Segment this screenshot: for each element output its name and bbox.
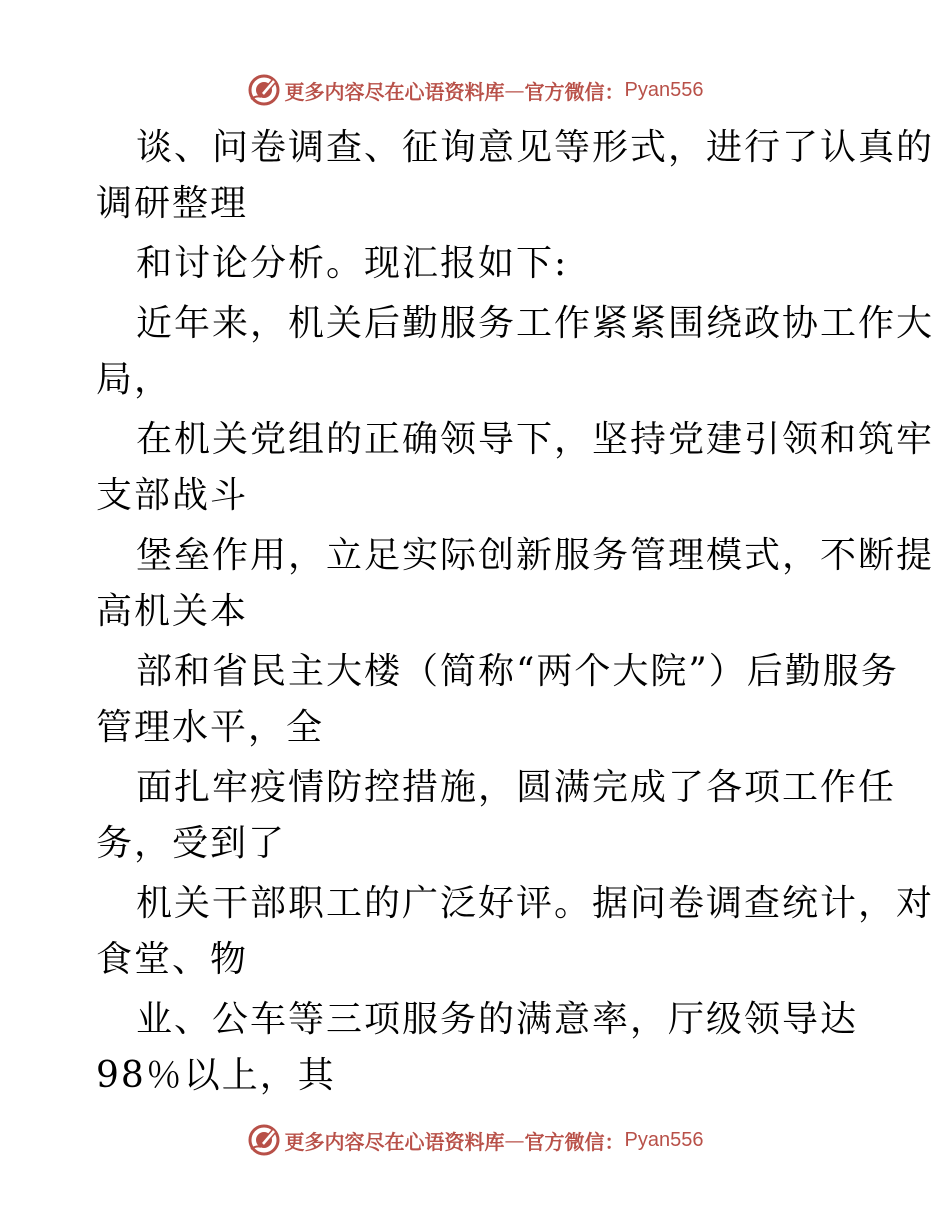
paragraph-line: 调研整理 [96, 183, 249, 224]
paragraph-line: 在机关党组的正确领导下，坚持党建引领和筑牢 [136, 419, 935, 460]
paragraph-line: 谈、问卷调查、征询意见等形式，进行了认真的 [136, 127, 935, 168]
banner-label: 官方微信： [524, 79, 625, 104]
paragraph-line: 近年来，机关后勤服务工作紧紧围绕政协工作大 [136, 303, 935, 344]
paragraph-line: 务，受到了 [96, 823, 287, 864]
paragraph-line: 和讨论分析。现汇报如下: [136, 243, 569, 284]
paragraph-line: 管理水平，全 [96, 707, 325, 748]
paragraph-line: 98％以上，其 [96, 1055, 336, 1096]
banner-separator: — [504, 78, 525, 102]
paragraph-line: 高机关本 [96, 591, 249, 632]
banner-wechat-id: Pyan556 [624, 78, 704, 101]
paragraph-line: 支部战斗 [96, 475, 249, 516]
banner-main-text: 更多内容尽在心语资料库 [284, 79, 505, 104]
banner-label: 官方微信： [524, 1129, 625, 1154]
paragraph-line: 部和省民主大楼（简称“两个大院”）后勤服务 [136, 651, 899, 692]
banner-separator: — [504, 1128, 525, 1152]
paragraph-line: 堡垒作用，立足实际创新服务管理模式，不断提 [136, 535, 935, 576]
seal-pen-icon [247, 1123, 281, 1157]
footer-banner [0, 1120, 950, 1160]
paragraph-line: 局， [96, 359, 173, 400]
paragraph-line: 食堂、物 [96, 939, 249, 980]
banner-wechat-id: Pyan556 [624, 1128, 704, 1151]
paragraph-line: 机关干部职工的广泛好评。据问卷调查统计，对 [136, 883, 935, 924]
paragraph-line: 业、公车等三项服务的满意率，厅级领导达 [136, 999, 859, 1040]
paragraph-line: 面扎牢疫情防控措施，圆满完成了各项工作任 [136, 767, 897, 808]
banner-main-text: 更多内容尽在心语资料库 [284, 1129, 505, 1154]
